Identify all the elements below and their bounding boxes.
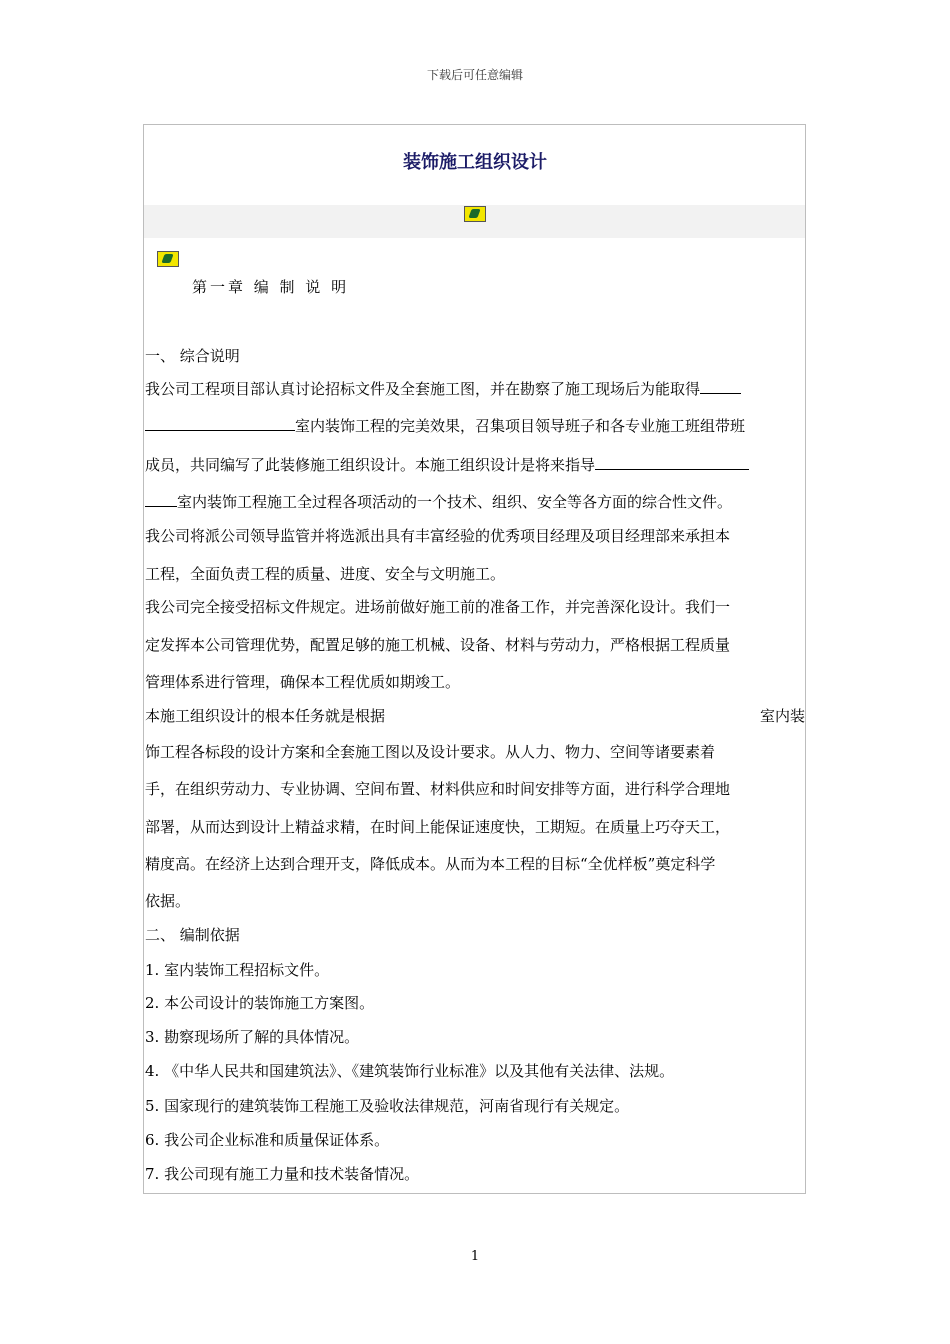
paragraph-text: 室内装饰工程的完美效果，召集项目领导班子和各专业施工班组带班 — [295, 417, 746, 435]
paragraph-line: 手，在组织劳动力、专业协调、空间布置、材料供应和时间安排等方面，进行科学合理地 — [145, 780, 731, 798]
blank-underline — [145, 492, 177, 507]
paragraph-line: 依据。 — [145, 892, 191, 910]
page-header-note: 下载后可任意编辑 — [426, 68, 523, 82]
paragraph-text: 我公司工程项目部认真讨论招标文件及全套施工图，并在勘察了施工现场后为能取得 — [145, 380, 701, 398]
list-item: 7. 我公司现有施工力量和技术装备情况。 — [145, 1165, 420, 1183]
document-title: 装饰施工组织设计 — [403, 152, 547, 173]
paragraph-text: 室内装 — [759, 707, 805, 725]
paragraph-line — [145, 454, 749, 475]
paragraph-line: 饰工程各标段的设计方案和全套施工图以及设计要求。从人力、物力、空间等诸要素着 — [145, 743, 716, 761]
paragraph-line: 管理体系进行管理，确保本工程优质如期竣工。 — [145, 673, 461, 691]
paragraph-line: 精度高。在经济上达到合理开支，降低成本。从而为本工程的目标“全优样板”奠定科学 — [145, 855, 716, 873]
chapter-heading: 第一章 编 制 说 明 — [192, 278, 350, 296]
paragraph-line — [145, 705, 805, 726]
list-item: 4. 《中华人民共和国建筑法》、《建筑装饰行业标准》以及其他有关法律、法规。 — [145, 1062, 675, 1080]
paragraph-line — [145, 378, 741, 399]
blank-underline — [700, 379, 741, 394]
image-placeholder-icon[interactable] — [157, 251, 179, 267]
paragraph-line: 部署，从而达到设计上精益求精，在时间上能保证速度快，工期短。在质量上巧夺天工， — [145, 818, 731, 836]
blank-underline — [145, 416, 295, 431]
list-item: 3. 勘察现场所了解的具体情况。 — [145, 1028, 360, 1046]
paragraph-line — [145, 491, 732, 512]
paragraph-line: 工程，全面负责工程的质量、进度、安全与文明施工。 — [145, 565, 506, 583]
blank-underline — [595, 455, 749, 470]
section-heading: 二、 编制依据 — [145, 926, 240, 944]
section-heading: 一、 综合说明 — [145, 347, 240, 365]
paragraph-line — [145, 415, 745, 436]
paragraph-text: 本施工组织设计的根本任务就是根据 — [145, 707, 386, 725]
page-number: 1 — [470, 1249, 480, 1264]
list-item: 6. 我公司企业标准和质量保证体系。 — [145, 1131, 390, 1149]
paragraph-line: 我公司完全接受招标文件规定。进场前做好施工前的准备工作，并完善深化设计。我们一 — [145, 598, 731, 616]
paragraph-text: 成员，共同编写了此装修施工组织设计。本施工组织设计是将来指导 — [145, 456, 596, 474]
list-item: 2. 本公司设计的装饰施工方案图。 — [145, 994, 375, 1012]
image-placeholder-icon[interactable] — [464, 206, 486, 222]
list-item: 5. 国家现行的建筑装饰工程施工及验收法律规范，河南省现行有关规定。 — [145, 1097, 630, 1115]
paragraph-text: 室内装饰工程施工全过程各项活动的一个技术、组织、安全等各方面的综合性文件。 — [177, 493, 733, 511]
paragraph-line: 定发挥本公司管理优势，配置足够的施工机械、设备、材料与劳动力，严格根据工程质量 — [145, 636, 731, 654]
paragraph-line: 我公司将派公司领导监管并将选派出具有丰富经验的优秀项目经理及项目经理部来承担本 — [145, 527, 731, 545]
list-item: 1. 室内装饰工程招标文件。 — [145, 961, 330, 979]
